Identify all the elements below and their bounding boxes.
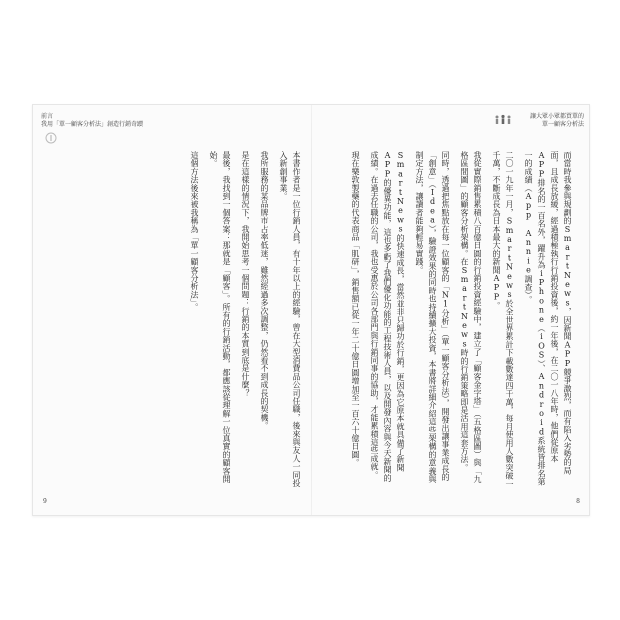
paragraph: 是在這樣的情況下，我開始思考一個問題：行銷的本質到底是什麼？ [241,151,250,397]
left-page-header: 前言 我用「單一顧客分析法」創造行銷奇蹟 [41,113,144,128]
right-page-body [328,151,574,489]
left-page-number: 9 [43,498,47,505]
paragraph: SmartNews的快速成長，當然並非只歸功於行銷，更因為它原本就具備了新聞APP的優異功能，這也多虧了我們優化功能的工程技術人員，以及開發內容與今天新聞的成績。在過去任職的公司，我也受惠於公司各部門與行銷同事的協助，才能累積這些成就。 [370,151,405,482]
people-crowd-icon [494,109,512,128]
paragraph: 而當時我參與規劃的SmartNews，因新聞APP競爭激烈，而有陷入劣勢的局面，且成長放緩，經過積極執行行銷投資後，約一年後，在二〇一八年時，他們從原本APP排名的一百名外，躍升為iPhone（iOS）、Android系統皆排名第一的成績（App Annie調查）。 [524,151,572,486]
paragraph: 這個方法後來被我稱為「單一顧客分析法」。 [190,151,199,311]
left-page-body [57,151,303,489]
author-mark-icon [45,127,57,153]
right-page-number: 8 [576,498,580,505]
paragraph: 我從實際銷售累積八百億日圓的行銷投資經驗中，建立了「顧客金字塔」（五格區圖）與「九格區間圖」的顧客分析架構。在SmartNews時的行銷策略即是活用這套方法。 [460,151,482,484]
paragraph: 現在樂敦製藥的代表商品「肌研」，銷售額已從一年二十億日圓增加至一百六十億日圓。 [351,151,360,467]
right-page [312,105,590,515]
paragraph: 本書作者是一位行銷人員，有十年以上的經驗，曾在大型消費品公司任職，後來與友人一同投入新創事業。 [279,151,301,488]
paragraph: 同時，透過把焦點放在每一位顧客的「N1分析」（單一顧客分析法），開發出讓事業成長的「創意」（Idea），驗證效果的同時也持續擴大投資，本書將詳細介紹這些架構的意義與制定方法，讓讀者能夠輕易實踐。 [415,151,450,484]
paragraph: 我所服務的某品牌市占率低迷，雖然經過多次調整，仍然看不到成長的契機。 [260,151,269,430]
right-page-header: 讓大眾小眾都買單的 單一顧客分析法 [529,113,584,128]
left-page [33,105,311,515]
book-spread [32,104,590,516]
paragraph: 二〇一九年一月，SmartNews於全世界累計下載數達四千萬，每月使用人數突破一千萬，不斷成長為日本最大的新聞APP。 [492,151,514,488]
paragraph: 最後，我找到一個答案：那就是「顧客」。所有的行銷活動，都應該從理解一位真實的顧客開始。 [209,151,231,484]
